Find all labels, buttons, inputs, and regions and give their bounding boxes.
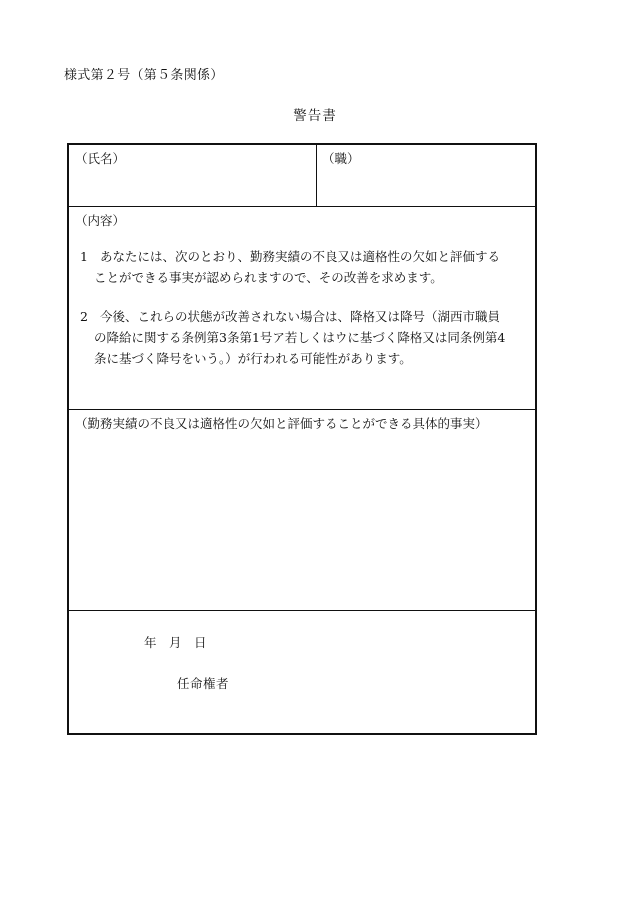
- appointer-label: 任命権者: [177, 676, 230, 691]
- signature-section: [69, 611, 535, 733]
- position-cell: [317, 145, 535, 207]
- name-label: （氏名）: [75, 151, 126, 166]
- position-label: （職）: [322, 151, 360, 166]
- item-1-line-1: あなたには、次のとおり、勤務実績の不良又は適格性の欠如と評価する: [100, 249, 501, 264]
- item-2-number: 2: [80, 309, 88, 324]
- name-position-row: [69, 145, 535, 207]
- form-number: 様式第２号（第５条関係）: [64, 68, 224, 83]
- content-item-2: [80, 306, 534, 369]
- specific-facts-section: [69, 410, 535, 611]
- item-1-number: 1: [80, 249, 88, 264]
- date-line: 年 月 日: [144, 635, 207, 650]
- document-title: 警告書: [293, 108, 337, 124]
- content-section: [69, 207, 535, 410]
- content-label: （内容）: [75, 213, 126, 228]
- item-1-line-2: ことができる事実が認められますので、その改善を求めます。: [94, 270, 443, 285]
- item-2-line-2: の降給に関する条例第3条第1号ア若しくはウに基づく降格又は同条例第4: [94, 330, 506, 345]
- item-2-line-1: 今後、これらの状態が改善されない場合は、降格又は降号（湖西市職員: [100, 309, 501, 324]
- content-item-1: [80, 246, 534, 288]
- warning-form: [67, 143, 537, 735]
- specific-facts-label: （勤務実績の不良又は適格性の欠如と評価することができる具体的事実）: [75, 416, 488, 431]
- name-cell: [69, 145, 317, 207]
- item-2-line-3: 条に基づく降号をいう。）が行われる可能性があります。: [94, 351, 412, 366]
